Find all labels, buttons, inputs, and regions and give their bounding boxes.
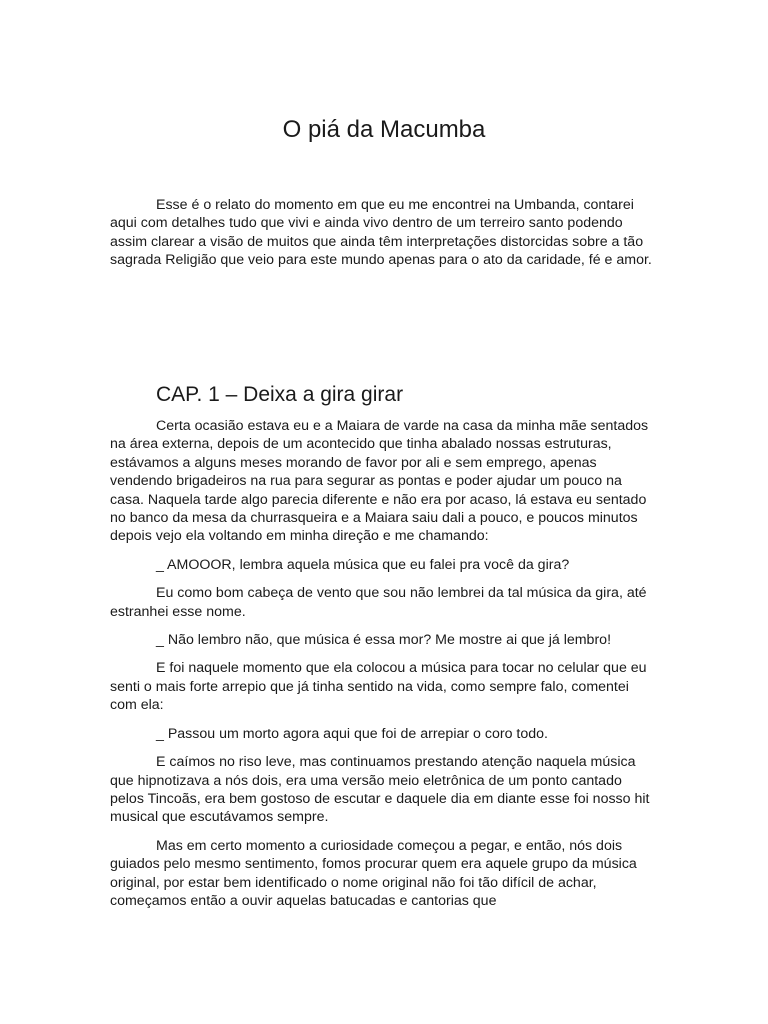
paragraph: Mas em certo momento a curiosidade começou a pegar, e então, nós dois guiados pelo mesmo sentimento, fomos procurar quem era aquele grupo da música original, por estar bem identificado o nome original não foi tão difícil de achar, começamos então a ouvir aquelas batucadas e cantorias que [110,837,637,909]
paragraph: E foi naquele momento que ela colocou a música para tocar no celular que eu senti o mais forte arrepio que já tinha sentido na vida, como sempre falo, comentei com ela: [110,660,647,714]
document-title: O piá da Macumba [282,116,486,143]
chapter-body [110,417,656,920]
paragraph: Certa ocasião estava eu e a Maiara de varde na casa da minha mãe sentados na área externa, depois de um acontecido que tinha abalado nossas estruturas, estávamos a alguns meses morando de favor por ali e sem emprego, apenas vendendo brigadeiros na rua para segurar as pontas e poder ajudar um pouco na casa. Naquela tarde algo parecia diferente e não era por acaso, lá estava eu sentado no banco da mesa da churrasqueira e a Maiara saiu dali a pouco, e poucos minutos depois vejo ela voltando em minha direção e me chamando: [110,418,649,545]
dialogue-line: _ AMOOOR, lembra aquela música que eu falei pra você da gira? [156,556,570,573]
paragraph: Eu como bom cabeça de vento que sou não lembrei da tal música da gira, até estranhei esse nome. [110,585,647,620]
dialogue-line: _ Passou um morto agora aqui que foi de arrepiar o coro todo. [156,725,548,742]
intro-paragraph: Esse é o relato do momento em que eu me encontrei na Umbanda, contarei aqui com detalhes tudo que vivi e ainda vivo dentro de um terreiro santo podendo assim clarear a visão de muitos que ainda têm interpretações distorcidas sobre a tão sagrada Religião que veio para este mundo apenas para o ato da caridade, fé e amor. [110,197,652,269]
dialogue-line: _ Não lembro não, que música é essa mor? Me mostre ai que já lembro! [156,632,612,649]
paragraph: E caímos no riso leve, mas continuamos prestando atenção naquela música que hipnotizava a nós dois, era uma versão meio eletrônica de um ponto cantado pelos Tincoãs, era bem gostoso de escutar e daquele dia em diante esse foi nosso hit musical que escutávamos sempre. [110,754,650,826]
chapter-heading: CAP. 1 – Deixa a gira girar [156,383,404,406]
